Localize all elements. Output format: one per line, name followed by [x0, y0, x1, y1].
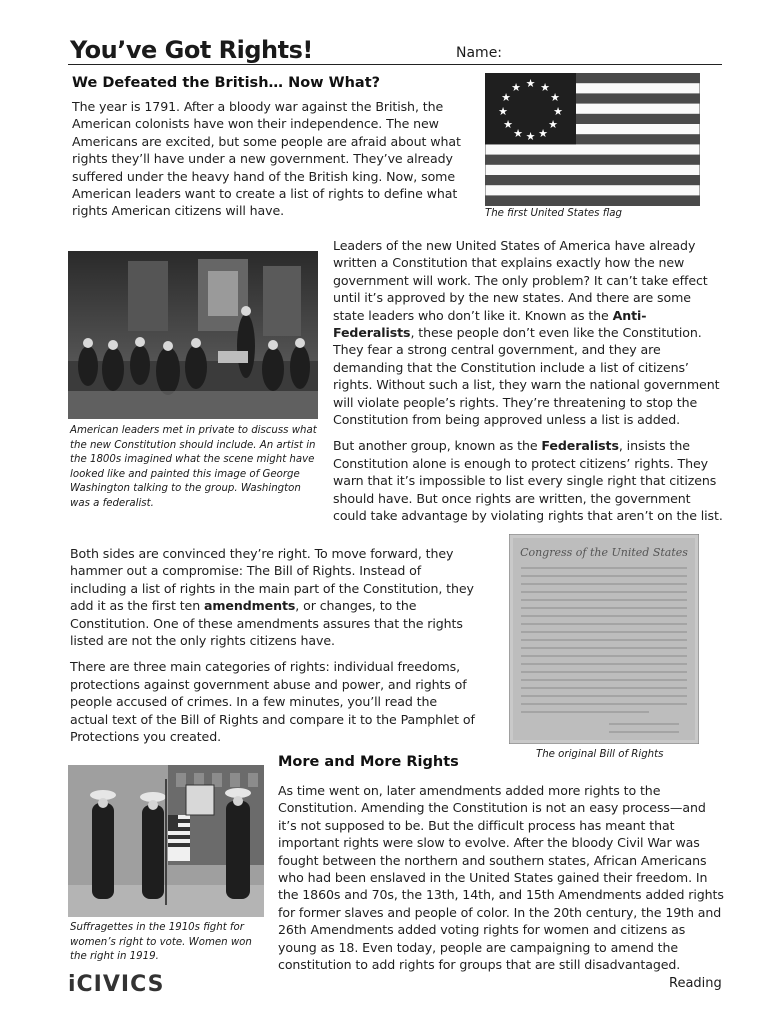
flag-caption: The first United States flag	[485, 208, 623, 219]
compromise-paragraph	[70, 545, 478, 649]
more-rights-section	[278, 782, 724, 982]
page-title: You’ve Got Rights!	[70, 36, 313, 64]
bill-of-rights-caption: The original Bill of Rights	[536, 749, 664, 760]
icivics-logo: iCIVICS	[68, 972, 165, 997]
painting-caption: American leaders met in private to discuss what the new Constitution should include. An artist in the 1800s imagined what the scene might have looked like and painted this image of George Washington talking to the group. Washington was a federalist.	[70, 425, 317, 509]
anti-federalists-paragraph	[333, 237, 725, 428]
term-anti-federalists: Anti-Federalists	[333, 307, 647, 341]
text-run: , or changes, to the Constitution. One of these amendments assures that the rights listed are not the only rights citizens have.	[70, 598, 463, 649]
svg-text:★: ★	[525, 130, 536, 143]
compromise-section	[70, 545, 478, 754]
suffragettes-caption: Suffragettes in the 1910s fight for women’s right to vote. Women won the right in 1919.	[70, 922, 252, 963]
svg-text:★: ★	[540, 81, 550, 94]
header-rule	[68, 64, 722, 65]
categories-paragraph: There are three main categories of rights: individual freedoms, protections against government abuse and power, and rights of people accused of crimes. In a few minutes, you’ll read the actual text of the Bill of Rights and compare it to the Pamphlet of Protections you created.	[70, 659, 475, 745]
svg-text:★: ★	[548, 118, 558, 131]
svg-text:★: ★	[550, 91, 560, 104]
svg-text:★: ★	[513, 127, 523, 140]
svg-text:★: ★	[525, 77, 536, 90]
text-run: , these people don’t even like the Constitution. They fear a strong central government, and they are demanding that the Constitution include a list of citizens’ rights. Without such a list, they warn the national government will violate people’s rights. They’re threatening to stop the Constitution from being approved unless a list is added.	[333, 325, 720, 428]
text-run: But another group, known as the	[333, 438, 542, 454]
text-run: , insists the Constitution alone is enough to protect citizens’ rights. They warn that it’s impossible to list every single right that citizens should have. But once rights are written, the government could take advantage by violating rights that aren’t on the list.	[333, 438, 723, 524]
federalists-section	[333, 237, 725, 534]
section-heading-more-rights: More and More Rights	[278, 754, 459, 770]
svg-text:★: ★	[511, 81, 521, 94]
more-rights-paragraph: As time went on, later amendments added more rights to the Constitution. Amending the Constitution is not an easy process—and it’s not supposed to be. But the difficult process has meant that important rights were slow to evolve. After the bloody Civil War was fought between the northern and southern states, African Americans who had been enslaved in the United States gained their freedom. In the 1860s and 70s, the 13th, 14th, and 15th Amendments added rights for former slaves and people of color. In the 20th century, the 19th and 26th Amendments added voting rights for women and citizens as young as 18. Even today, people are campaigning to amend the constitution to add rights for groups that are still disadvantaged.	[278, 783, 724, 973]
federalists-paragraph	[333, 437, 725, 524]
first-us-flag-image	[485, 73, 700, 206]
term-federalists: Federalists	[541, 438, 619, 454]
svg-text:★: ★	[501, 91, 511, 104]
text-run: Leaders of the new United States of America have already written a Constitution that explains exactly how the new government will work. The only problem? It can’t take effect until it’s approved by the new states. And there are some state leaders who don’t like it. Known as the	[333, 238, 708, 323]
bill-of-rights-document-image	[509, 534, 699, 744]
footer-reading-label: Reading	[669, 976, 722, 991]
name-label: Name:	[456, 45, 503, 61]
term-amendments: amendments	[204, 598, 296, 614]
section-heading-now-what: We Defeated the British… Now What?	[72, 75, 381, 91]
svg-text:★: ★	[503, 118, 513, 131]
intro-paragraph	[72, 98, 464, 229]
svg-text:★: ★	[498, 105, 508, 118]
document-script-heading: Congress of the United States	[520, 546, 688, 559]
constitutional-convention-painting	[68, 251, 318, 419]
svg-text:★: ★	[538, 127, 548, 140]
intro-text: The year is 1791. After a bloody war against the British, the American colonists have won their independence. The new Americans are excited, but some people are afraid about what rights they’ll have under a new government. They’ve already suffered under the heavy hand of the British king. Now, some American leaders want to create a list of rights to define what rights American citizens will have.	[72, 99, 461, 219]
svg-text:★: ★	[553, 105, 563, 118]
text-run: Both sides are convinced they’re right. To move forward, they hammer out a compromise: The Bill of Rights. Instead of including a list of rights in the main part of the Constitution, they add it as the first ten	[70, 546, 474, 614]
suffragettes-photo	[68, 765, 264, 917]
